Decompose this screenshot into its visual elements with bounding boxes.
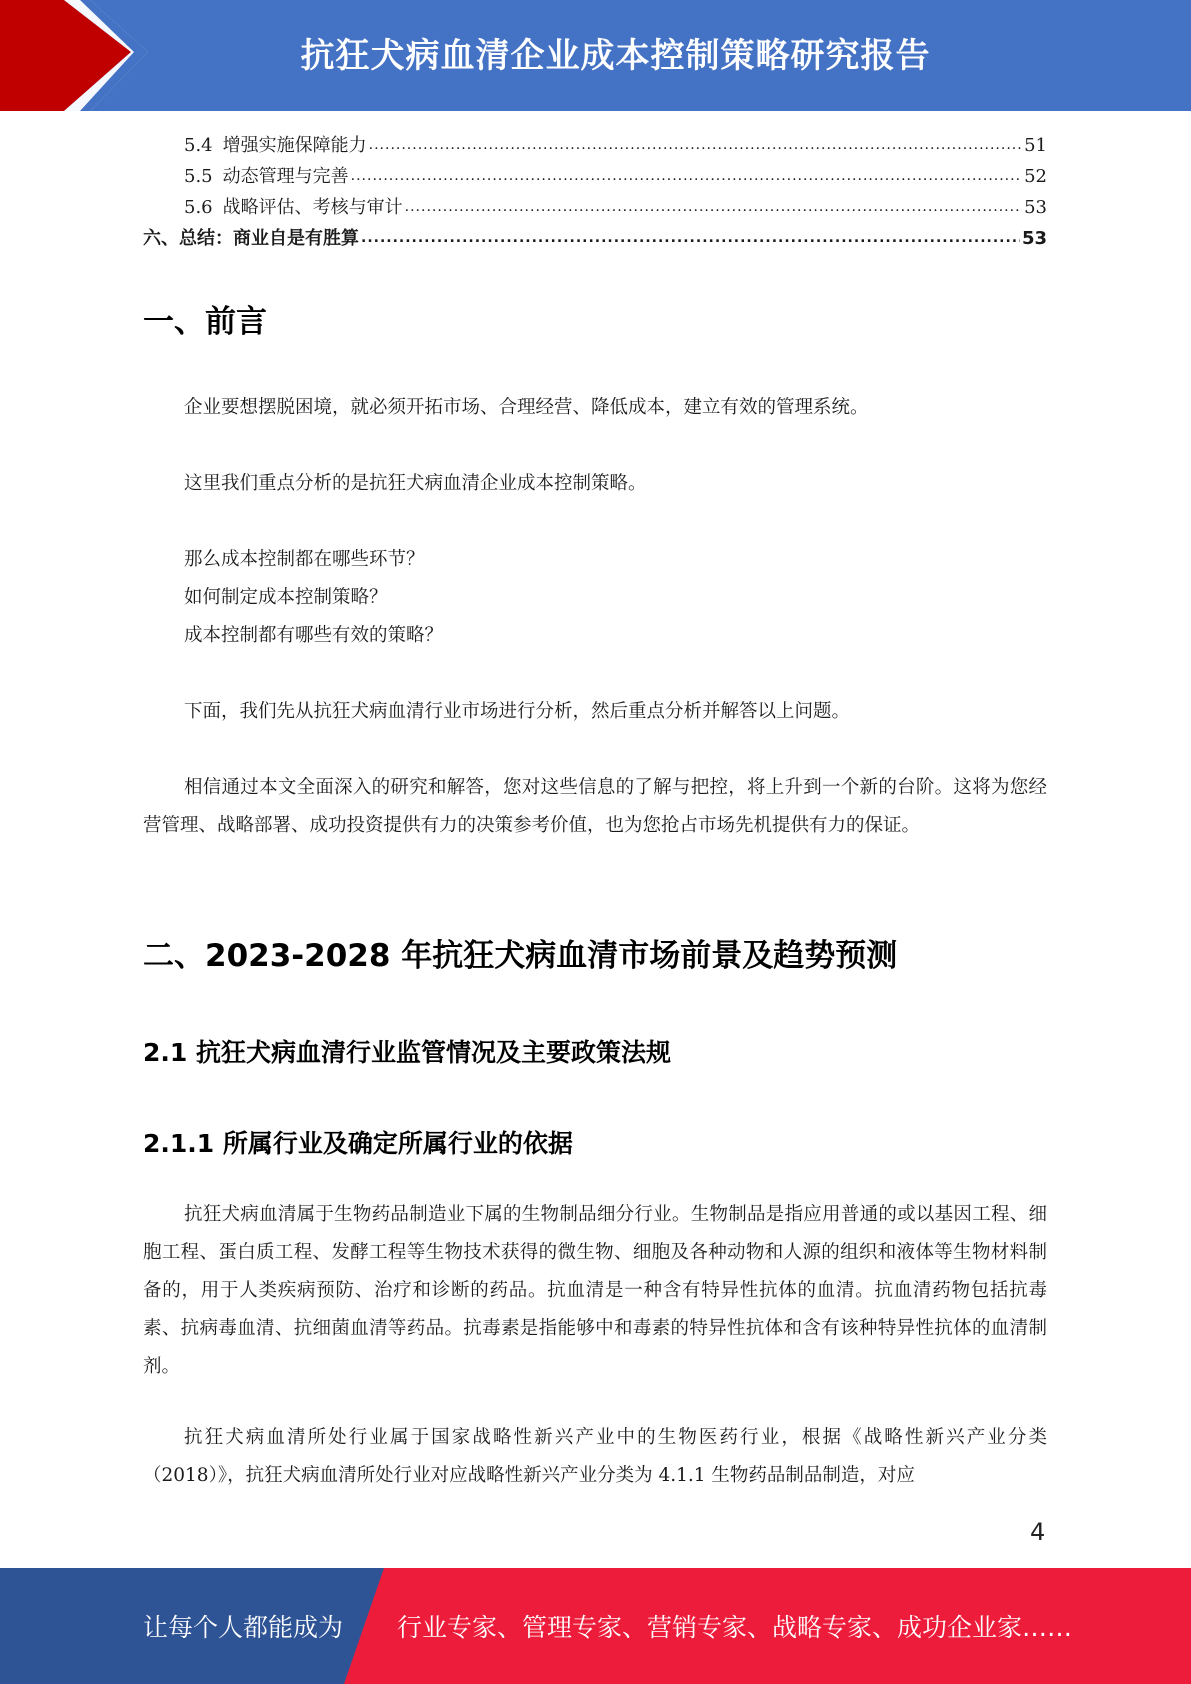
paragraph: 下面，我们先从抗狂犬病血清行业市场进行分析，然后重点分析并解答以上问题。	[184, 701, 851, 722]
footer-slogan-right: 行业专家、管理专家、营销专家、战略专家、成功企业家……	[397, 1613, 1073, 1642]
report-title: 抗狂犬病血清企业成本控制策略研究报告	[300, 35, 931, 76]
toc-number: 5.5	[184, 166, 213, 187]
toc-entry[interactable]	[143, 161, 1047, 192]
toc-label: 增强实施保障能力	[222, 135, 367, 156]
footer-slogan-left: 让每个人都能成为	[143, 1613, 344, 1642]
toc-page: 51	[1024, 135, 1047, 156]
toc-page: 52	[1024, 166, 1047, 187]
toc-entry[interactable]	[143, 130, 1047, 161]
paragraph: 这里我们重点分析的是抗狂犬病血清企业成本控制策略。	[184, 473, 647, 494]
toc-label: 战略评估、考核与审计	[222, 197, 403, 218]
question-line: 成本控制都有哪些有效的策略？	[184, 625, 444, 646]
page-footer	[0, 1568, 1191, 1684]
section-heading-preface: 一、前言	[143, 304, 267, 340]
question-line: 那么成本控制都在哪些环节？	[184, 549, 425, 570]
toc-leader	[351, 161, 1022, 192]
subsection-heading-2-1: 2.1 抗狂犬病血清行业监管情况及主要政策法规	[143, 1038, 671, 1067]
question-line: 如何制定成本控制策略？	[184, 587, 388, 608]
toc-label: 六、总结：商业自是有胜算	[143, 228, 359, 249]
paragraph: 企业要想摆脱困境，就必须开拓市场、合理经营、降低成本，建立有效的管理系统。	[184, 397, 869, 418]
toc-leader	[405, 192, 1022, 223]
toc-number: 5.6	[184, 197, 213, 218]
toc-number: 5.4	[184, 135, 213, 156]
paragraph: 抗狂犬病血清属于生物药品制造业下属的生物制品细分行业。生物制品是指应用普通的或以基因工程、细胞工程、蛋白质工程、发酵工程等生物技术获得的微生物、细胞及各种动物和人源的组织和液体等生物材料制备的，用于人类疾病预防、治疗和诊断的药品。抗血清是一种含有特异性抗体的血清。抗血清药物包括抗毒素、抗病毒血清、抗细菌血清等药品。抗毒素是指能够中和毒素的特异性抗体和含有该种特异性抗体的血清制剂。	[143, 1204, 1047, 1377]
toc-page: 53	[1024, 197, 1047, 218]
paragraph: 相信通过本文全面深入的研究和解答，您对这些信息的了解与把控，将上升到一个新的台阶。这将为您经营管理、战略部署、成功投资提供有力的决策参考价值，也为您抢占市场先机提供有力的保证。	[143, 777, 1047, 836]
section-heading-chapter-2: 二、2023-2028 年抗狂犬病血清市场前景及趋势预测	[143, 938, 898, 974]
toc-entry[interactable]	[143, 223, 1047, 254]
toc-entry[interactable]	[143, 192, 1047, 223]
toc-label: 动态管理与完善	[222, 166, 349, 187]
page-number: 4	[1030, 1518, 1046, 1546]
toc-page: 53	[1021, 228, 1047, 249]
table-of-contents	[143, 130, 1047, 254]
subsection-heading-2-1-1: 2.1.1 所属行业及确定所属行业的依据	[143, 1129, 573, 1158]
toc-leader	[369, 130, 1022, 161]
paragraph: 抗狂犬病血清所处行业属于国家战略性新兴产业中的生物医药行业，根据《战略性新兴产业分类（2018）》，抗狂犬病血清所处行业对应战略性新兴产业分类为 4.1.1 生物药品制品制造，对应	[143, 1427, 1047, 1486]
toc-leader	[361, 223, 1020, 254]
page-header	[0, 0, 1191, 111]
